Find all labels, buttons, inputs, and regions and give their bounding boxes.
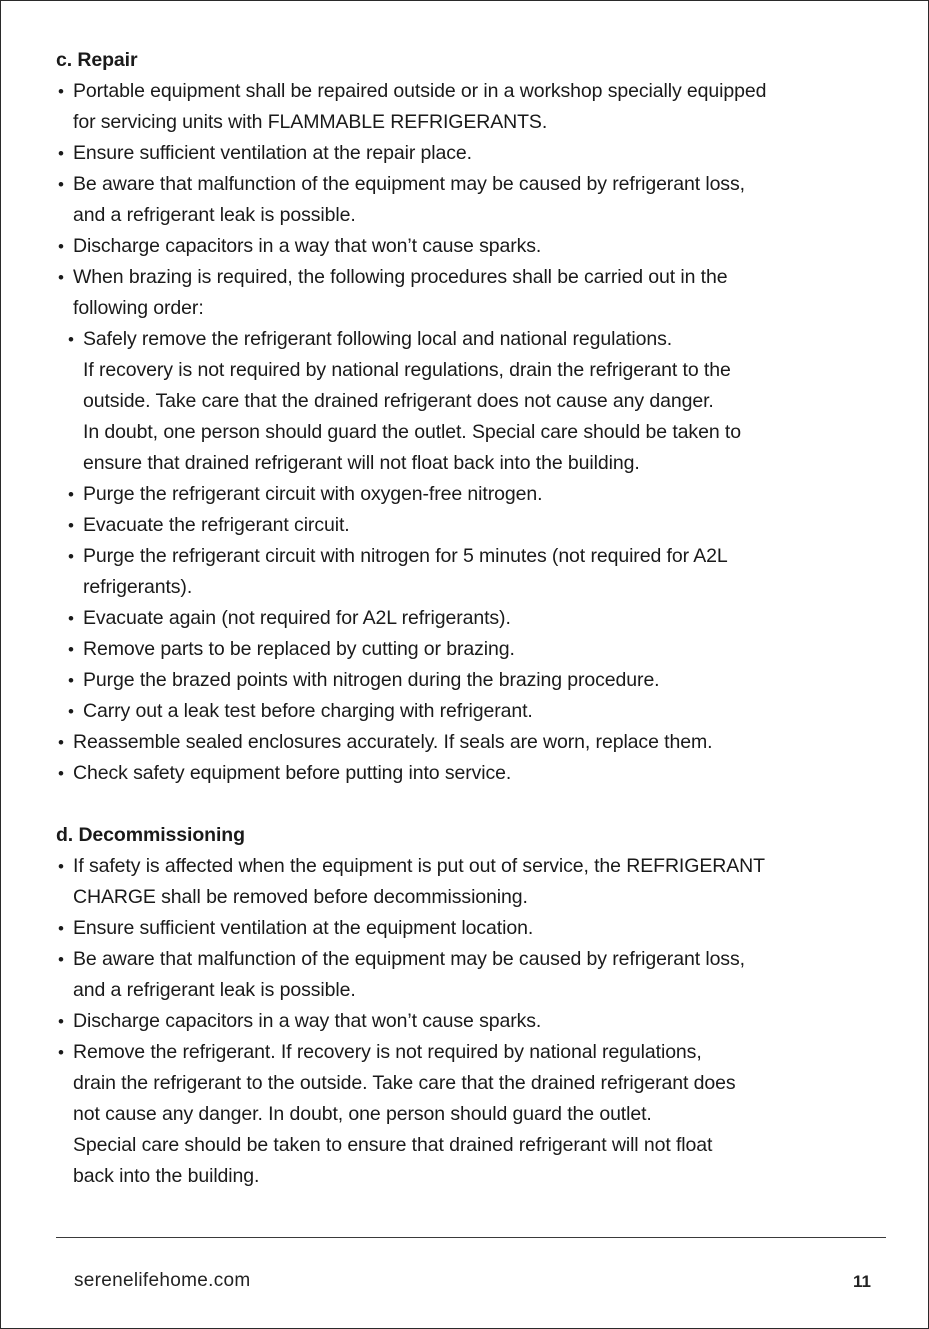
item-text: Carry out a leak test before charging with refrigerant. <box>83 700 533 722</box>
list-item <box>66 603 886 634</box>
bullet-icon: • <box>68 547 74 566</box>
bullet-icon: • <box>58 764 64 783</box>
brazing-procedure-list <box>66 324 886 727</box>
item-text: Be aware that malfunction of the equipment may be caused by refrigerant loss, <box>73 173 745 195</box>
bullet-icon: • <box>58 268 64 287</box>
bullet-icon: • <box>68 640 74 659</box>
list-item <box>56 758 886 789</box>
item-text: Ensure sufficient ventilation at the repair place. <box>73 142 472 164</box>
item-text: outside. Take care that the drained refrigerant does not cause any danger. <box>83 390 714 412</box>
item-text: Portable equipment shall be repaired outside or in a workshop specially equipped <box>73 80 767 102</box>
bullet-icon: • <box>58 1012 64 1031</box>
bullet-icon: • <box>68 609 74 628</box>
item-text: If recovery is not required by national regulations, drain the refrigerant to the <box>83 359 731 381</box>
item-text: drain the refrigerant to the outside. Take care that the drained refrigerant does <box>73 1072 736 1094</box>
bullet-icon: • <box>58 144 64 163</box>
document-body <box>56 45 886 1192</box>
item-text: refrigerants). <box>83 576 193 598</box>
bullet-icon: • <box>58 82 64 101</box>
section-title-decommissioning: d. Decommissioning <box>56 824 245 846</box>
item-text: and a refrigerant leak is possible. <box>73 204 356 226</box>
list-item <box>56 1037 886 1192</box>
list-item <box>56 169 886 231</box>
item-text: ensure that drained refrigerant will not float back into the building. <box>83 452 640 474</box>
page-number: 11 <box>853 1272 871 1291</box>
list-item <box>56 1006 886 1037</box>
list-item <box>66 696 886 727</box>
item-text: When brazing is required, the following procedures shall be carried out in the <box>73 266 728 288</box>
item-text: Check safety equipment before putting into service. <box>73 762 512 784</box>
item-text: Remove parts to be replaced by cutting or brazing. <box>83 638 515 660</box>
list-item <box>56 727 886 758</box>
item-text: In doubt, one person should guard the outlet. Special care should be taken to <box>83 421 741 443</box>
item-text: Ensure sufficient ventilation at the equipment location. <box>73 917 534 939</box>
list-item <box>56 944 886 1006</box>
footer-divider <box>56 1237 886 1238</box>
bullet-icon: • <box>68 330 74 349</box>
bullet-icon: • <box>58 733 64 752</box>
list-item <box>66 479 886 510</box>
item-text: Safely remove the refrigerant following local and national regulations. <box>83 328 673 350</box>
item-text: back into the building. <box>73 1165 260 1187</box>
bullet-icon: • <box>68 671 74 690</box>
item-text: Discharge capacitors in a way that won’t cause sparks. <box>73 1010 542 1032</box>
footer-website: serenelifehome.com <box>74 1270 251 1291</box>
item-text: not cause any danger. In doubt, one person should guard the outlet. <box>73 1103 652 1125</box>
list-item <box>66 541 886 603</box>
item-text: Discharge capacitors in a way that won’t cause sparks. <box>73 235 542 257</box>
item-text: Evacuate the refrigerant circuit. <box>83 514 350 536</box>
bullet-icon: • <box>58 857 64 876</box>
bullet-icon: • <box>58 950 64 969</box>
list-item <box>66 510 886 541</box>
bullet-icon: • <box>58 175 64 194</box>
list-item <box>56 851 886 913</box>
item-text: Purge the refrigerant circuit with nitrogen for 5 minutes (not required for A2L <box>83 545 728 567</box>
item-text: Special care should be taken to ensure that drained refrigerant will not float <box>73 1134 713 1156</box>
list-item <box>66 665 886 696</box>
bullet-icon: • <box>58 919 64 938</box>
item-text: Purge the brazed points with nitrogen during the brazing procedure. <box>83 669 660 691</box>
bullet-icon: • <box>58 1043 64 1062</box>
bullet-icon: • <box>68 702 74 721</box>
repair-list <box>56 76 886 324</box>
list-item <box>56 262 886 324</box>
list-item <box>56 76 886 138</box>
item-text: Remove the refrigerant. If recovery is not required by national regulations, <box>73 1041 702 1063</box>
item-text: If safety is affected when the equipment is put out of service, the REFRIGERANT <box>73 855 765 877</box>
item-text: Evacuate again (not required for A2L refrigerants). <box>83 607 511 629</box>
item-text: Be aware that malfunction of the equipment may be caused by refrigerant loss, <box>73 948 745 970</box>
item-text: following order: <box>73 297 204 319</box>
item-text: and a refrigerant leak is possible. <box>73 979 356 1001</box>
bullet-icon: • <box>58 237 64 256</box>
section-title-repair: c. Repair <box>56 49 138 71</box>
item-text: Reassemble sealed enclosures accurately. If seals are worn, replace them. <box>73 731 713 753</box>
bullet-icon: • <box>68 485 74 504</box>
item-text: Purge the refrigerant circuit with oxygen-free nitrogen. <box>83 483 543 505</box>
list-item <box>56 138 886 169</box>
section-spacer <box>56 789 886 820</box>
item-text: for servicing units with FLAMMABLE REFRIGERANTS. <box>73 111 548 133</box>
list-item <box>66 634 886 665</box>
list-item <box>56 913 886 944</box>
item-text: CHARGE shall be removed before decommissioning. <box>73 886 528 908</box>
decommissioning-list <box>56 851 886 1192</box>
repair-list-continued <box>56 727 886 789</box>
list-item <box>56 231 886 262</box>
list-item <box>66 324 886 479</box>
bullet-icon: • <box>68 516 74 535</box>
